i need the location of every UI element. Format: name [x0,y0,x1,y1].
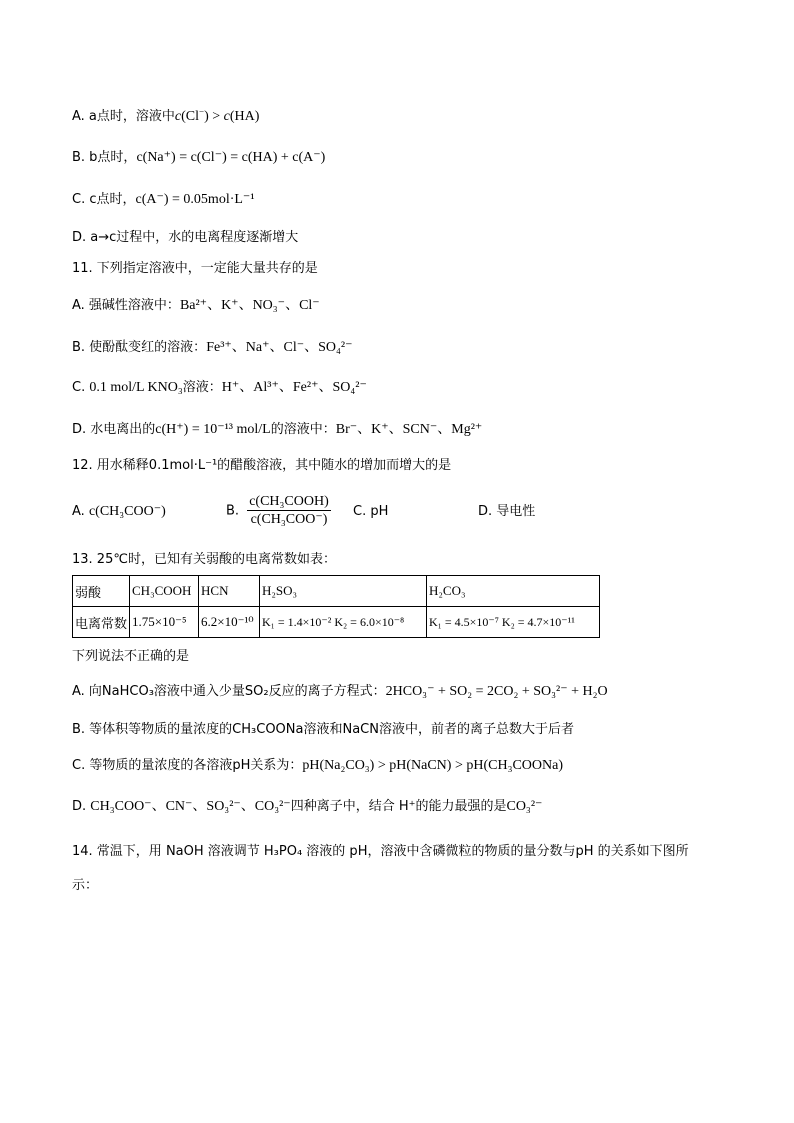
q11-option-a: A. 强碱性溶液中：Ba²⁺、K⁺、NO₃⁻、Cl⁻ [72,298,320,313]
q10-option-a: A. a点时，溶液中c(Cl−) > c(HA) [72,106,260,124]
q10-option-a-formula: c(Cl−) > c(HA) [174,106,260,124]
q14-stem-line2: 示： [72,878,99,893]
q10-option-d: D. a→c过程中，水的电离程度逐渐增大 [72,230,299,245]
q13-option-b: B. 等体积等物质的量浓度的CH₃COONa溶液和NaCN溶液中，前者的离子总数大于后者 [72,722,574,737]
q11-stem: 11. 下列指定溶液中，一定能大量共存的是 [72,261,318,276]
q12-option-b: B. $\frac{\text{c(CH₃COOH)}}{\text{c(CH₃COO⁻)}}$ [226,494,329,527]
table-cell: H₂CO₃ [427,576,600,607]
q12-option-d: D. 导电性 [478,504,536,519]
table-row [73,576,600,607]
q13-option-d: D. CH₃COO⁻、CN⁻、SO₃²⁻、CO₃²⁻四种离子中，结合 H⁺的能力最强的是CO₃²⁻ [72,799,543,814]
q14-stem-line1: 14. 常温下，用 NaOH 溶液调节 H₃PO₄ 溶液的 pH，溶液中含磷微粒的物质的量分数与pH 的关系如下图所 [72,844,689,859]
q13-stem: 13. 25℃时，已知有关弱酸的电离常数如表： [72,552,336,567]
q12-option-c: C. pH [353,504,389,519]
q10-option-c-formula: c(A⁻) = 0.05mol·L⁻¹ [135,192,255,207]
q13-option-a: A. 向NaHCO₃溶液中通入少量SO₂反应的离子方程式：2HCO₃⁻ + SO₂ = 2CO₂ + SO₃²⁻ + H₂O [72,684,608,699]
q13-prompt: 下列说法不正确的是 [72,649,190,664]
q10-option-b-formula: c(Na⁺) = c(Cl⁻) = c(HA) + c(A⁻) [136,150,326,165]
table-row [73,607,600,638]
ionization-constant-table [72,575,600,638]
q11-option-d: D. 水电离出的c(H⁺) = 10⁻¹³ mol/L的溶液中：Br⁻、K⁺、SCN⁻、Mg²⁺ [72,422,483,437]
table-cell: 6.2×10⁻¹⁰ [199,607,260,638]
q12-option-b-fraction: $\frac{\text{c(CH₃COOH)}}{\text{c(CH₃COO⁻)}}$ [249,494,329,527]
q10-option-c: C. c点时，c(A⁻) = 0.05mol·L⁻¹ [72,192,255,207]
table-cell: K₁ = 1.4×10⁻² K₂ = 6.0×10⁻⁸ [260,607,427,638]
table-cell: H₂SO₃ [260,576,427,607]
q11-option-c: C. 0.1 mol/L KNO₃溶液：H⁺、Al³⁺、Fe²⁺、SO₄²⁻ [72,380,367,395]
table-cell: 1.75×10⁻⁵ [130,607,199,638]
q11-option-b: B. 使酚酞变红的溶液：Fe³⁺、Na⁺、Cl⁻、SO₄²⁻ [72,340,353,355]
q12-option-a: A. c(CH₃COO⁻) [72,504,166,519]
q10-option-b: B. b点时，c(Na⁺) = c(Cl⁻) = c(HA) + c(A⁻) [72,150,326,165]
table-cell: CH₃COOH [130,576,199,607]
table-cell: K₁ = 4.5×10⁻⁷ K₂ = 4.7×10⁻¹¹ [427,607,600,638]
q12-stem: 12. 用水稀释0.1mol·L⁻¹的醋酸溶液，其中随水的增加而增大的是 [72,458,452,473]
table-cell: 弱酸 [73,576,130,607]
table-cell: 电离常数 [73,607,130,638]
table-cell: HCN [199,576,260,607]
q13-option-c: C. 等物质的量浓度的各溶液pH关系为：pH(Na₂CO₃) > pH(NaCN) > pH(CH₃COONa) [72,758,563,773]
